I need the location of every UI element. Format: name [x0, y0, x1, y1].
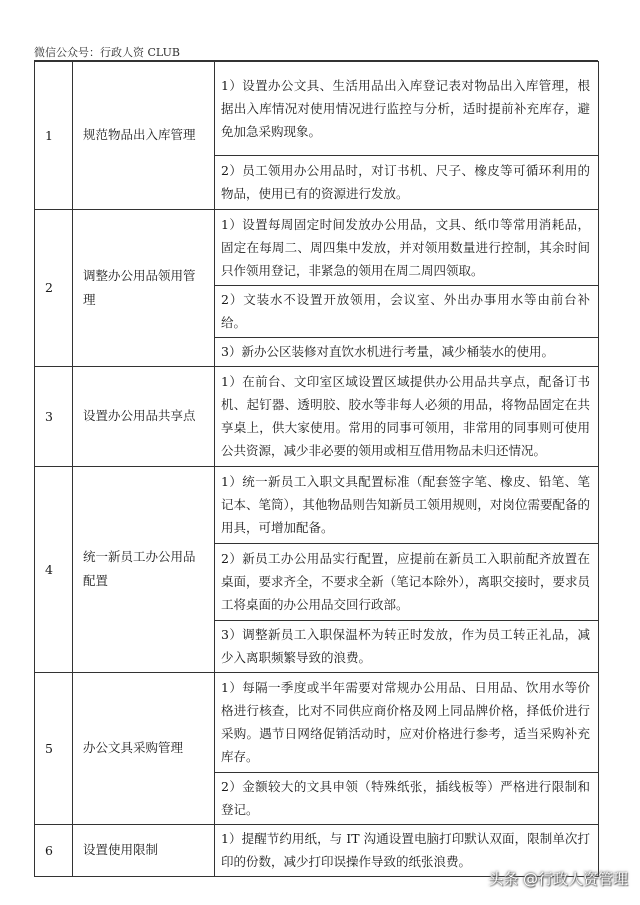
row-title: 规范物品出入库管理 — [73, 62, 215, 210]
table-row — [35, 673, 599, 773]
row-item: 1）提醒节约用纸，与 IT 沟通设置电脑打印默认双面，限制单次打印的份数，减少打印误操作导致的纸张浪费。 — [215, 825, 599, 877]
row-number: 6 — [35, 825, 73, 877]
measures-table — [34, 61, 599, 877]
row-title: 设置使用限制 — [73, 825, 215, 877]
row-item: 1）设置办公文具、生活用品出入库登记表对物品出入库管理，根据出入库情况对使用情况进行监控与分析，适时提前补充库存，避免加急采购现象。 — [215, 62, 599, 156]
row-item: 2）新员工办公用品实行配置，应提前在新员工入职前配齐放置在桌面，要求齐全，不要求全新（笔记本除外），离职交接时，要求员工将桌面的办公用品交回行政部。 — [215, 544, 599, 621]
row-item: 1）统一新员工入职文具配置标准（配套签字笔、橡皮、铅笔、笔记本、笔筒），其他物品则告知新员工领用规则，对岗位需要配备的用具，可增加配备。 — [215, 467, 599, 544]
row-number: 4 — [35, 467, 73, 673]
row-item: 3）调整新员工入职保温杯为转正时发放，作为员工转正礼品，减少入离职频繁导致的浪费。 — [215, 621, 599, 673]
source-watermark: 头条 @行政人资管理 — [488, 870, 628, 888]
row-number: 1 — [35, 62, 73, 210]
row-title: 统一新员工办公用品配置 — [73, 467, 215, 673]
row-number: 3 — [35, 367, 73, 467]
row-item: 2）文装水不设置开放领用，会议室、外出办事用水等由前台补给。 — [215, 286, 599, 338]
row-item: 2）员工领用办公用品时，对订书机、尺子、橡皮等可循环利用的物品，使用已有的资源进行发放。 — [215, 156, 599, 210]
row-item: 1）设置每周固定时间发放办公用品，文具、纸巾等常用消耗品，固定在每周二、周四集中发放，并对领用数量进行控制，其余时间只作领用登记，非紧急的领用在周二周四领取。 — [215, 210, 599, 286]
row-title: 办公文具采购管理 — [73, 673, 215, 825]
table-row — [35, 210, 599, 286]
row-item: 2）金额较大的文具申领（特殊纸张，插线板等）严格进行限制和登记。 — [215, 773, 599, 825]
table-row — [35, 367, 599, 467]
table-row — [35, 467, 599, 544]
row-item: 1）在前台、文印室区域设置区域提供办公用品共享点，配备订书机、起钉器、透明胶、胶水等非每人必须的用品，将物品固定在共享桌上，供大家使用。常用的同事可领用，非常用的同事则可使用公共资源，减少非必要的领用或相互借用物品未归还情况。 — [215, 367, 599, 467]
row-title: 设置办公用品共享点 — [73, 367, 215, 467]
document-header: 微信公众号：行政人资 CLUB — [34, 46, 180, 59]
table-row — [35, 62, 599, 156]
row-item: 1）每隔一季度或半年需要对常规办公用品、日用品、饮用水等价格进行核查，比对不同供应商价格及网上同品牌价格，择低价进行采购。遇节日网络促销活动时，应对价格进行参考，适当采购补充库存。 — [215, 673, 599, 773]
row-title: 调整办公用品领用管理 — [73, 210, 215, 367]
row-item: 3）新办公区装修对直饮水机进行考量，减少桶装水的使用。 — [215, 338, 599, 367]
row-number: 2 — [35, 210, 73, 367]
row-number: 5 — [35, 673, 73, 825]
